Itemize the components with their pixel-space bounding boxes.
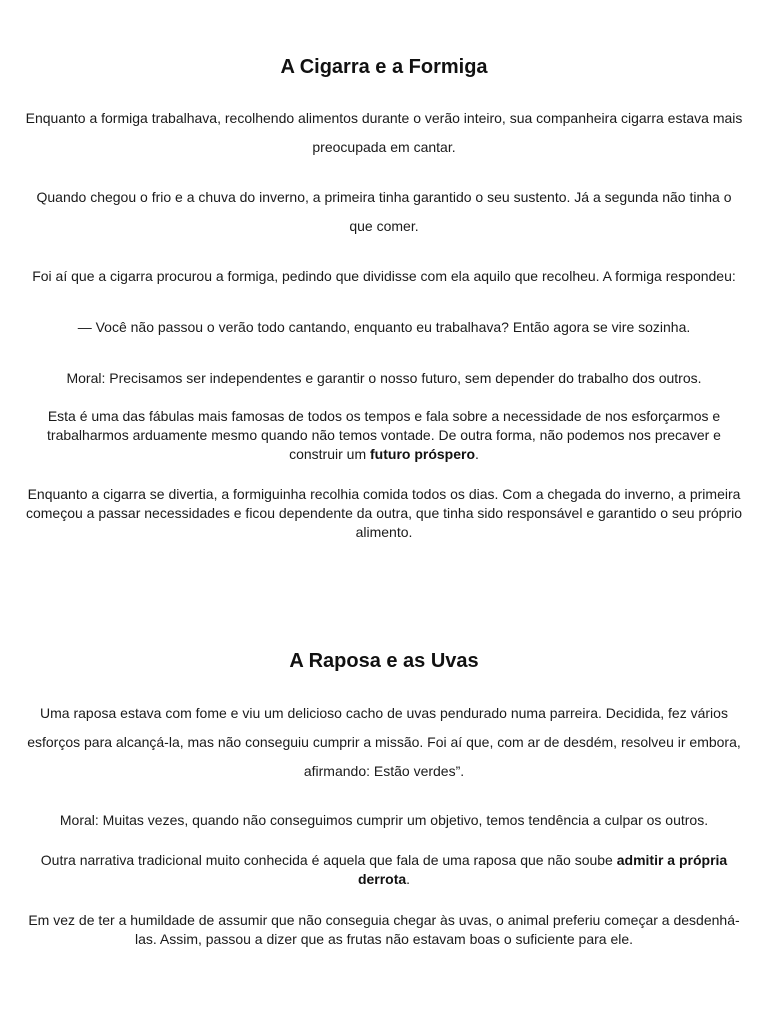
fable-title-cigarra: A Cigarra e a Formiga [280, 56, 488, 78]
raposa-commentary [24, 851, 744, 889]
cigarra-commentary [24, 407, 744, 464]
raposa-paragraph-1: Uma raposa estava com fome e viu um delicioso cacho de uvas pendurado numa parreira. Decidida, fez vários esforços para alcançá-la, mas não conseguiu cumprir a missão. Foi aí que, com ar de desdém, resolveu ir embora, afirmando: Estão verdes”. [27, 705, 741, 779]
cigarra-commentary-text: Esta é uma das fábulas mais famosas de todos os tempos e fala sobre a necessidade de nos esforçarmos e trabalharmos arduamente mesmo quando não temos vontade. De outra forma, não podemos nos precaver e construir um [47, 408, 721, 462]
fable-title-raposa: A Raposa e as Uvas [289, 650, 479, 672]
raposa-summary: Em vez de ter a humildade de assumir que não conseguia chegar às uvas, o animal preferiu começar a desdenhá-las. Assim, passou a dizer que as frutas não estavam boas o suficiente para ele. [28, 912, 740, 947]
cigarra-moral: Moral: Precisamos ser independentes e garantir o nosso futuro, sem depender do trabalho dos outros. [66, 370, 702, 386]
admitir-derrota-emphasis: admitir a própria derrota [357, 852, 728, 887]
cigarra-commentary-end: . [475, 446, 479, 462]
futuro-prospero-emphasis: futuro próspero [370, 446, 476, 462]
raposa-commentary-text: Outra narrativa tradicional muito conhecida é aquela que fala de uma raposa que não soube [40, 852, 617, 868]
cigarra-paragraph-2: Quando chegou o frio e a chuva do inverno, a primeira tinha garantido o seu sustento. Já a segunda não tinha o que comer. [36, 189, 732, 234]
cigarra-paragraph-3: Foi aí que a cigarra procurou a formiga, pedindo que dividisse com ela aquilo que recolheu. A formiga respondeu: [32, 268, 736, 284]
cigarra-paragraph-1: Enquanto a formiga trabalhava, recolhendo alimentos durante o verão inteiro, sua companheira cigarra estava mais preocupada em cantar. [25, 110, 743, 155]
raposa-moral: Moral: Muitas vezes, quando não conseguimos cumprir um objetivo, temos tendência a culpar os outros. [59, 812, 709, 828]
raposa-commentary-end: . [406, 871, 411, 887]
cigarra-dialogue: — Você não passou o verão todo cantando, enquanto eu trabalhava? Então agora se vire sozinha. [77, 319, 691, 335]
cigarra-summary: Enquanto a cigarra se divertia, a formiguinha recolhia comida todos os dias. Com a chegada do inverno, a primeira começou a passar necessidades e ficou dependente da outra, que tinha sido responsável e garantido o seu próprio alimento. [25, 486, 743, 540]
